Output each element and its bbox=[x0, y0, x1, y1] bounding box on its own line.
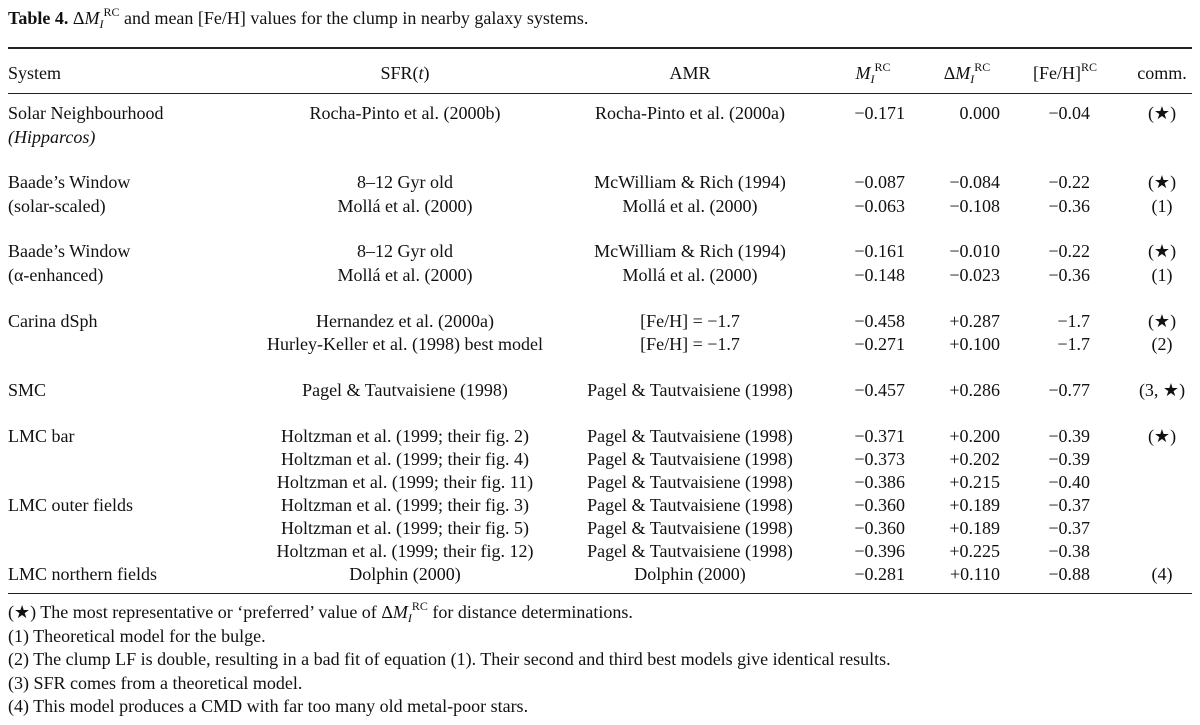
row-amr: Pagel & Tautvaisiene (1998) bbox=[587, 380, 793, 400]
row-system: LMC northern fields bbox=[8, 564, 157, 584]
row-delta-m-rc: +0.202 bbox=[949, 449, 1000, 469]
row-comm: (3, ★) bbox=[1138, 380, 1186, 400]
row-m-rc: −0.371 bbox=[854, 426, 905, 446]
row-delta-m-rc: −0.108 bbox=[949, 196, 1000, 216]
row-amr: Rocha-Pinto et al. (2000a) bbox=[595, 103, 785, 123]
row-sfr: Dolphin (2000) bbox=[349, 564, 461, 584]
row-m-rc: −0.161 bbox=[854, 241, 905, 261]
row-sfr: Mollá et al. (2000) bbox=[337, 265, 473, 285]
row-m-rc: −0.396 bbox=[854, 541, 905, 561]
table-footnotes bbox=[8, 601, 891, 719]
row-comm: (★) bbox=[1147, 426, 1177, 446]
row-delta-m-rc: +0.286 bbox=[949, 380, 1000, 400]
row-m-rc: −0.373 bbox=[854, 449, 905, 469]
bottom-rule bbox=[8, 593, 1192, 594]
header-comm: comm. bbox=[1137, 63, 1187, 83]
row-delta-m-rc: +0.110 bbox=[950, 564, 1000, 584]
row-system: (solar-scaled) bbox=[8, 196, 106, 216]
row-fe-h: −1.7 bbox=[1057, 311, 1090, 331]
row-system: (α-enhanced) bbox=[8, 265, 104, 285]
row-amr: McWilliam & Rich (1994) bbox=[594, 241, 786, 261]
row-amr: Pagel & Tautvaisiene (1998) bbox=[587, 518, 793, 538]
row-fe-h: −1.7 bbox=[1057, 334, 1090, 354]
row-sfr: Holtzman et al. (1999; their fig. 4) bbox=[281, 449, 529, 469]
row-comm: (★) bbox=[1147, 241, 1177, 261]
header-sfr: SFR(t) bbox=[380, 63, 430, 83]
row-fe-h: −0.88 bbox=[1048, 564, 1090, 584]
row-amr: Pagel & Tautvaisiene (1998) bbox=[587, 472, 793, 492]
row-comm: (1) bbox=[1151, 265, 1173, 285]
footnote-4: (4) This model produces a CMD with far too many old metal-poor stars. bbox=[8, 696, 529, 716]
row-amr: Mollá et al. (2000) bbox=[622, 265, 758, 285]
row-delta-m-rc: −0.084 bbox=[949, 172, 1000, 192]
row-fe-h: −0.38 bbox=[1048, 541, 1090, 561]
row-delta-m-rc: −0.023 bbox=[949, 265, 1000, 285]
row-m-rc: −0.087 bbox=[854, 172, 905, 192]
row-system: Carina dSph bbox=[8, 311, 98, 331]
row-amr: Pagel & Tautvaisiene (1998) bbox=[587, 426, 793, 446]
row-delta-m-rc: −0.010 bbox=[949, 241, 1000, 261]
row-comm: (1) bbox=[1151, 196, 1173, 216]
row-sfr: Rocha-Pinto et al. (2000b) bbox=[309, 103, 501, 123]
row-amr: [Fe/H] = −1.7 bbox=[640, 311, 740, 331]
row-amr: Pagel & Tautvaisiene (1998) bbox=[587, 449, 793, 469]
row-sfr: Holtzman et al. (1999; their fig. 12) bbox=[276, 541, 534, 561]
row-comm: (★) bbox=[1147, 311, 1177, 331]
caption-label: Table 4. bbox=[8, 8, 69, 28]
row-amr: Dolphin (2000) bbox=[634, 564, 746, 584]
row-amr: Pagel & Tautvaisiene (1998) bbox=[587, 541, 793, 561]
footnote-2: (2) The clump LF is double, resulting in a bad fit of equation (1). Their second and third best models give identical results. bbox=[8, 649, 891, 669]
row-sfr: Holtzman et al. (1999; their fig. 5) bbox=[281, 518, 529, 538]
footnote-star: (★) The most representative or ‘preferred’ value of $\Delta M_I^{RC}$ for distance determinations. bbox=[8, 599, 633, 625]
row-fe-h: −0.36 bbox=[1048, 196, 1090, 216]
caption-math: $\Delta M_I^{RC}$ bbox=[72, 5, 120, 31]
row-sfr: Holtzman et al. (1999; their fig. 11) bbox=[276, 472, 534, 492]
row-comm: (2) bbox=[1151, 334, 1173, 354]
row-amr: Mollá et al. (2000) bbox=[622, 196, 758, 216]
row-amr: Pagel & Tautvaisiene (1998) bbox=[587, 495, 793, 515]
row-system: LMC outer fields bbox=[8, 495, 133, 515]
row-delta-m-rc: +0.189 bbox=[949, 495, 1000, 515]
row-sfr: Hurley-Keller et al. (1998) best model bbox=[267, 334, 543, 354]
row-delta-m-rc: +0.225 bbox=[949, 541, 1000, 561]
row-m-rc: −0.063 bbox=[854, 196, 905, 216]
row-m-rc: −0.271 bbox=[854, 334, 905, 354]
row-system: SMC bbox=[8, 380, 47, 400]
row-system-sub: (Hipparcos) bbox=[8, 127, 96, 147]
row-m-rc: −0.457 bbox=[854, 380, 905, 400]
row-m-rc: −0.148 bbox=[854, 265, 905, 285]
caption-text: and mean [Fe/H] values for the clump in nearby galaxy systems. bbox=[123, 8, 589, 28]
row-comm: (4) bbox=[1151, 564, 1173, 584]
row-sfr: Holtzman et al. (1999; their fig. 2) bbox=[281, 426, 529, 446]
row-m-rc: −0.458 bbox=[854, 311, 905, 331]
row-fe-h: −0.37 bbox=[1048, 495, 1090, 515]
row-sfr: 8–12 Gyr old bbox=[357, 172, 453, 192]
header-rule bbox=[8, 93, 1192, 94]
row-comm: (★) bbox=[1147, 103, 1177, 123]
row-sfr: Pagel & Tautvaisiene (1998) bbox=[302, 380, 508, 400]
table-caption bbox=[8, 6, 588, 30]
row-fe-h: −0.37 bbox=[1048, 518, 1090, 538]
header-system: System bbox=[8, 63, 62, 83]
row-fe-h: −0.39 bbox=[1048, 426, 1090, 446]
row-system: Baade’s Window bbox=[8, 172, 131, 192]
row-delta-m-rc: +0.200 bbox=[949, 426, 1000, 446]
row-delta-m-rc: +0.100 bbox=[949, 334, 1000, 354]
row-m-rc: −0.386 bbox=[854, 472, 905, 492]
row-sfr: 8–12 Gyr old bbox=[357, 241, 453, 261]
row-fe-h: −0.77 bbox=[1048, 380, 1090, 400]
row-fe-h: −0.04 bbox=[1048, 103, 1090, 123]
row-system: LMC bar bbox=[8, 426, 75, 446]
row-m-rc: −0.360 bbox=[854, 518, 905, 538]
row-system: Baade’s Window bbox=[8, 241, 131, 261]
row-comm: (★) bbox=[1147, 172, 1177, 192]
footnote-1: (1) Theoretical model for the bulge. bbox=[8, 625, 266, 646]
row-sfr: Hernandez et al. (2000a) bbox=[316, 311, 494, 331]
footnote-3: (3) SFR comes from a theoretical model. bbox=[8, 672, 303, 693]
row-fe-h: −0.39 bbox=[1048, 449, 1090, 469]
row-sfr: Mollá et al. (2000) bbox=[337, 196, 473, 216]
row-amr: [Fe/H] = −1.7 bbox=[640, 334, 740, 354]
header-m-rc: $M_I^{RC}$ bbox=[855, 60, 891, 86]
header-fe-h: $[Fe/H]^{RC}$ bbox=[1032, 60, 1098, 83]
row-m-rc: −0.281 bbox=[854, 564, 905, 584]
top-rule bbox=[8, 47, 1192, 49]
row-delta-m-rc: +0.215 bbox=[949, 472, 1000, 492]
row-fe-h: −0.22 bbox=[1048, 241, 1090, 261]
row-m-rc: −0.360 bbox=[854, 495, 905, 515]
row-amr: McWilliam & Rich (1994) bbox=[594, 172, 786, 192]
row-m-rc: −0.171 bbox=[854, 103, 905, 123]
row-delta-m-rc: +0.189 bbox=[949, 518, 1000, 538]
row-delta-m-rc: +0.287 bbox=[949, 311, 1000, 331]
row-sfr: Holtzman et al. (1999; their fig. 3) bbox=[281, 495, 529, 515]
row-fe-h: −0.40 bbox=[1048, 472, 1090, 492]
row-system: Solar Neighbourhood bbox=[8, 103, 164, 123]
header-delta-m-rc: $\Delta M_I^{RC}$ bbox=[943, 60, 991, 86]
header-amr: AMR bbox=[669, 63, 711, 83]
row-delta-m-rc: 0.000 bbox=[959, 103, 1000, 123]
row-fe-h: −0.22 bbox=[1048, 172, 1090, 192]
row-fe-h: −0.36 bbox=[1048, 265, 1090, 285]
